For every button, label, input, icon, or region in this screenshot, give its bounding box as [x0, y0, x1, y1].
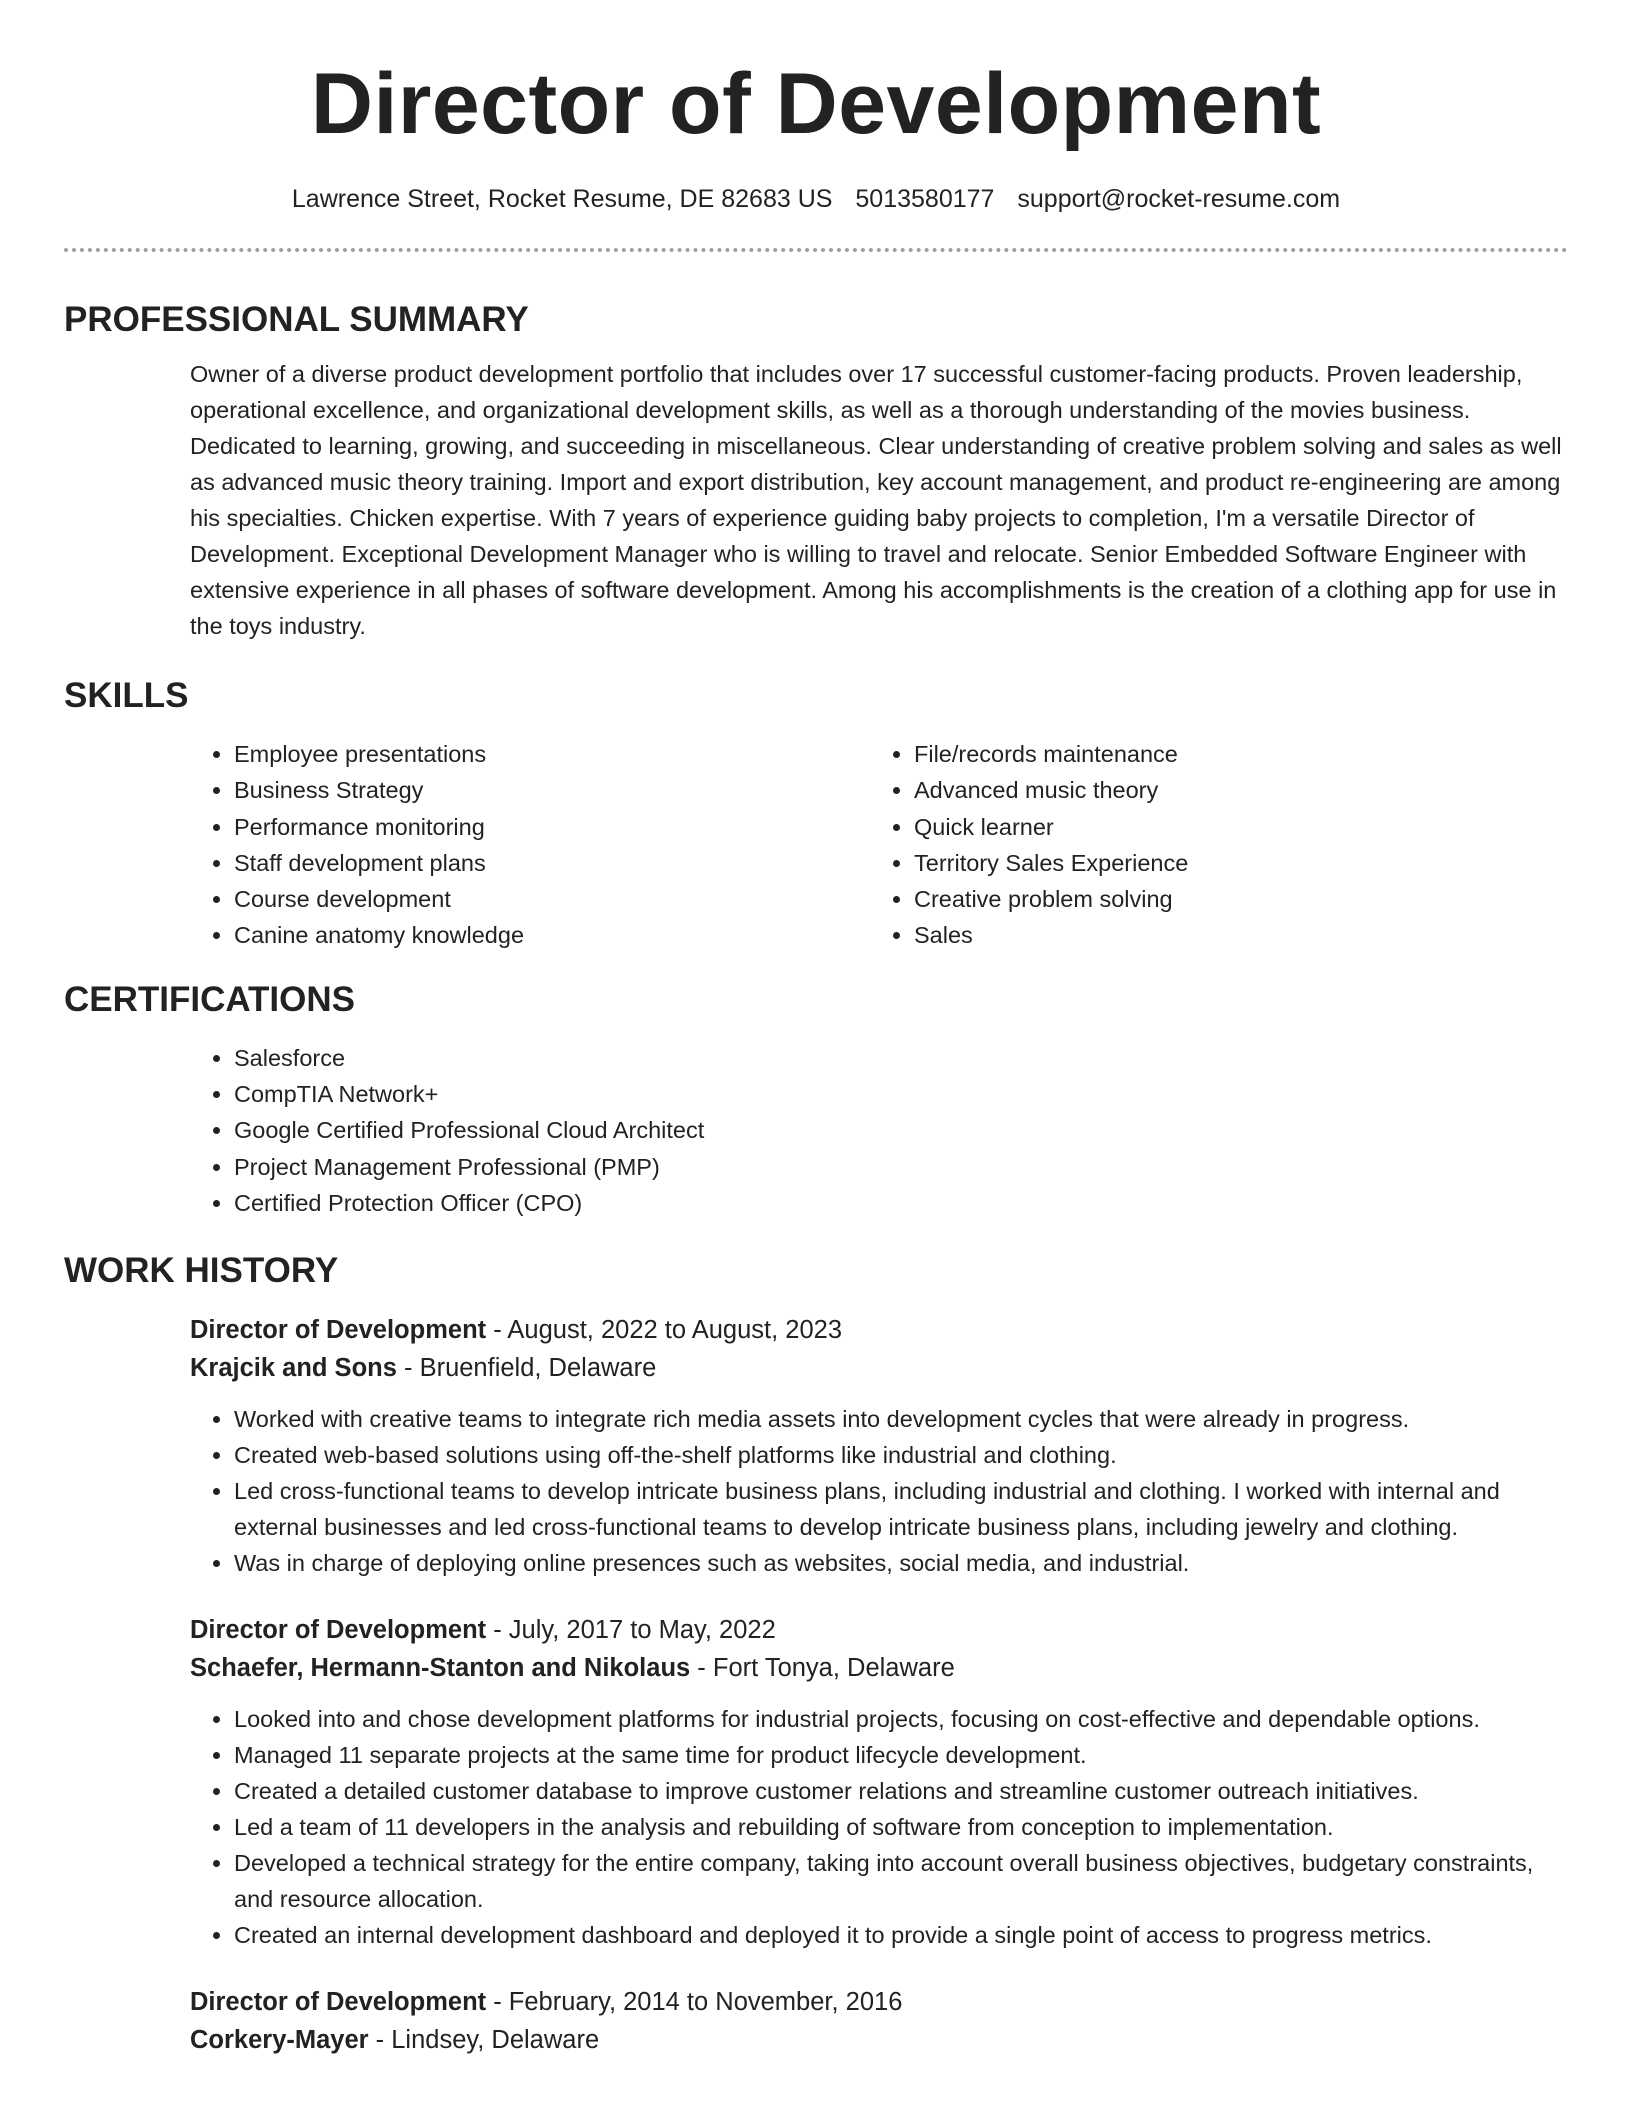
list-item: • Quick learner [914, 809, 1550, 845]
job-bullet-list [190, 1401, 1568, 1581]
list-item: • Led a team of 11 developers in the analysis and rebuilding of software from conception to implementation. [234, 1809, 1568, 1845]
job-title-line [190, 1611, 1568, 1649]
skills-heading: SKILLS [64, 676, 189, 715]
contact-line [0, 184, 1632, 214]
job-title-line [190, 1983, 1568, 2021]
skills-column-right [870, 736, 1550, 954]
job-location: - Fort Tonya, Delaware [690, 1654, 955, 1683]
job-location: - Bruenfield, Delaware [396, 1354, 657, 1383]
job-company: Corkery-Mayer [190, 2026, 369, 2055]
job-company-line [190, 1649, 1568, 1687]
job-dates: - August, 2022 to August, 2023 [486, 1316, 842, 1345]
list-item: • Advanced music theory [914, 772, 1550, 808]
job-company: Schaefer, Hermann-Stanton and Nikolaus [190, 1654, 691, 1683]
job-bullets [190, 1401, 1568, 1581]
contact-email: support@rocket-resume.com [1017, 185, 1341, 213]
job-title-line [190, 1311, 1568, 1349]
skills-list-left [190, 736, 870, 954]
list-item: • Project Management Professional (PMP) [234, 1149, 1632, 1185]
job-dates: - February, 2014 to November, 2016 [486, 1988, 903, 2017]
work-history-heading: WORK HISTORY [64, 1251, 339, 1291]
job-entry [190, 1983, 1568, 2059]
job-company: Krajcik and Sons [190, 1354, 397, 1383]
list-item: • Staff development plans [234, 845, 870, 881]
contact-address: Lawrence Street, Rocket Resume, DE 82683 US [291, 185, 833, 213]
list-item: • Managed 11 separate projects at the same time for product lifecycle development. [234, 1737, 1568, 1773]
job-entry [190, 1611, 1568, 1953]
contact-phone: 5013580177 [855, 185, 995, 213]
skills-list-right [870, 736, 1550, 954]
job-role: Director of Development [190, 1616, 487, 1645]
list-item: • Territory Sales Experience [914, 845, 1550, 881]
list-item: • Creative problem solving [914, 881, 1550, 917]
list-item: • Google Certified Professional Cloud Architect [234, 1112, 1632, 1148]
list-item: • Created a detailed customer database to improve customer relations and streamline customer outreach initiatives. [234, 1773, 1568, 1809]
job-company-line [190, 1349, 1568, 1387]
job-dates: - July, 2017 to May, 2022 [486, 1616, 776, 1645]
job-company-line [190, 2021, 1568, 2059]
list-item: • Sales [914, 917, 1550, 953]
list-item: • Led cross-functional teams to develop intricate business plans, including industrial and clothing. I worked with internal and external businesses and led cross-functional teams to develop intricate business plans, including jewelry and clothing. [234, 1473, 1568, 1545]
list-item: • Performance monitoring [234, 809, 870, 845]
list-item: • Created an internal development dashboard and deployed it to provide a single point of access to progress metrics. [234, 1917, 1568, 1953]
skills-column-left [190, 736, 870, 954]
job-bullet-list [190, 1701, 1568, 1953]
list-item: • Created web-based solutions using off-the-shelf platforms like industrial and clothing. [234, 1437, 1568, 1473]
list-item: • File/records maintenance [914, 736, 1550, 772]
list-item: • Worked with creative teams to integrate rich media assets into development cycles that were already in progress. [234, 1401, 1568, 1437]
list-item: • Certified Protection Officer (CPO) [234, 1185, 1632, 1221]
list-item: • Course development [234, 881, 870, 917]
certifications-heading: CERTIFICATIONS [64, 979, 356, 1019]
summary-text: Owner of a diverse product development portfolio that includes over 17 successful customer-facing products. Proven leadership, operational excellence, and organizational development skills, as well as a thorough understanding of the movies business. Dedicated to learning, growing, and succeeding in miscellaneous. Clear understanding of creative problem solving and sales as well as advanced music theory training. Import and export distribution, key account management, and product re-engineering are among his specialties. Chicken expertise. With 7 years of experience guiding baby projects to completion, I'm a versatile Director of Development. Exceptional Development Manager who is willing to travel and relocate. Senior Embedded Software Engineer with extensive experience in all phases of software development. Among his accomplishments is the creation of a clothing app for use in the toys industry. [190, 361, 1562, 639]
skills-columns [190, 736, 1632, 954]
job-role: Director of Development [190, 1316, 487, 1345]
job-bullets [190, 1701, 1568, 1953]
list-item: • Canine anatomy knowledge [234, 917, 870, 953]
list-item: • Looked into and chose development platforms for industrial projects, focusing on cost-effective and dependable options. [234, 1701, 1568, 1737]
job-entry [190, 1311, 1568, 1581]
list-item: • Salesforce [234, 1040, 1632, 1076]
list-item: • Employee presentations [234, 736, 870, 772]
list-item: • Developed a technical strategy for the entire company, taking into account overall business objectives, budgetary constraints, and resource allocation. [234, 1845, 1568, 1917]
certifications-list [190, 1040, 1632, 1221]
header-divider [64, 248, 1568, 252]
job-role: Director of Development [190, 1988, 487, 2017]
summary-heading: PROFESSIONAL SUMMARY [64, 300, 529, 339]
resume-name: Director of Development [310, 56, 1322, 152]
job-location: - Lindsey, Delaware [368, 2026, 600, 2055]
list-item: • CompTIA Network+ [234, 1076, 1632, 1112]
certifications-block [190, 1040, 1632, 1221]
list-item: • Was in charge of deploying online presences such as websites, social media, and industrial. [234, 1545, 1568, 1581]
list-item: • Business Strategy [234, 772, 870, 808]
